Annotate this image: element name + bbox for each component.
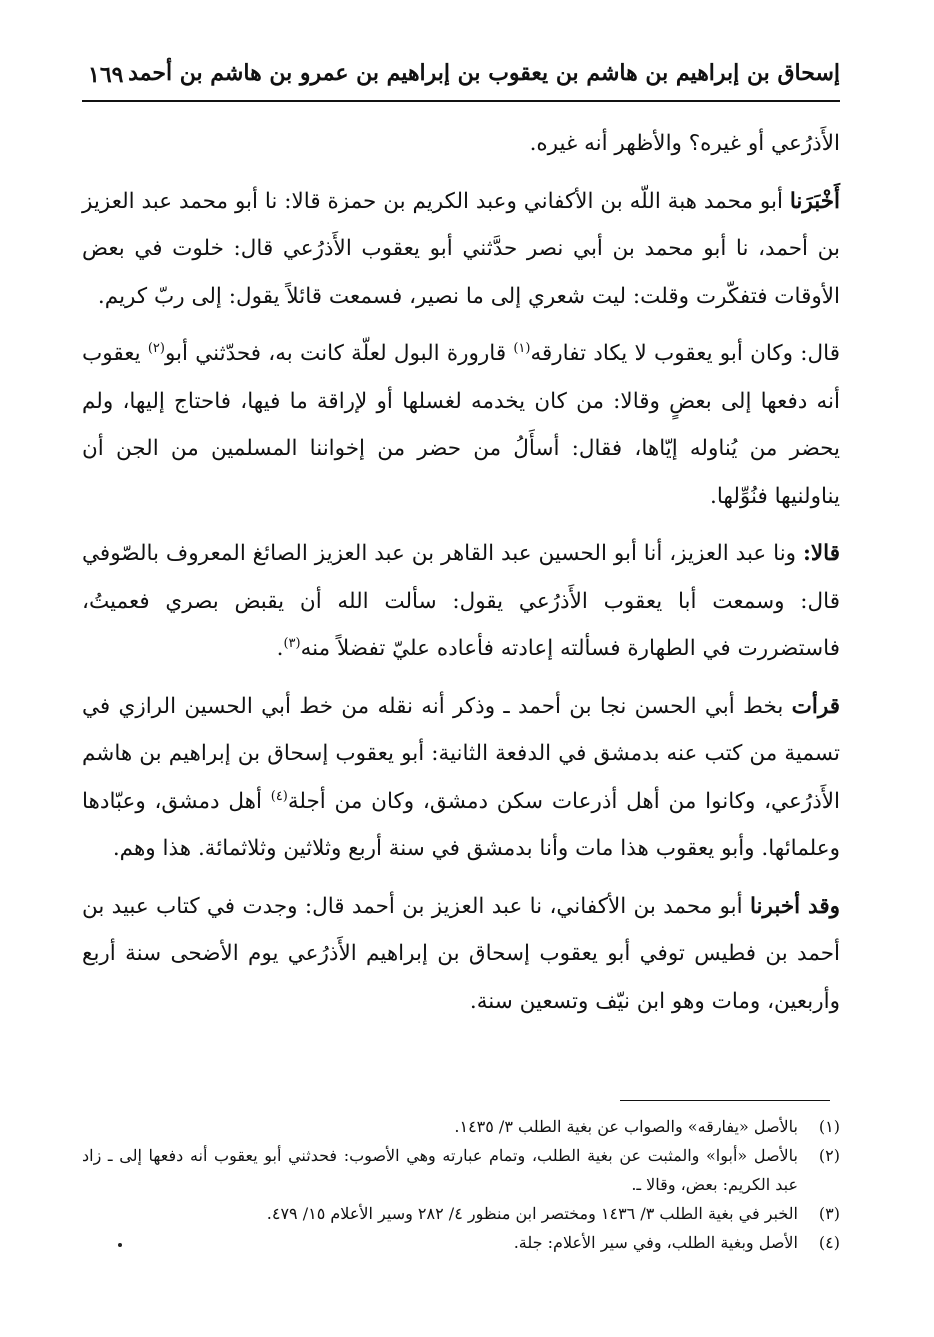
footnotes bbox=[82, 1112, 840, 1257]
footnote-1-number: (١) bbox=[818, 1117, 840, 1136]
paragraph-1-keyword: أَخْبَرَنا bbox=[789, 188, 840, 214]
stray-dot bbox=[118, 1243, 122, 1247]
main-text bbox=[82, 120, 840, 1035]
footnote-1 bbox=[82, 1112, 840, 1141]
paragraph-4-text-a: بخط أبي الحسن نجا بن أحمد ـ وذكر أنه نقله من خط أبي الحسين الرازي في تسمية من كتب عنه بدمشق في الدفعة الثانية: أبو يعقوب إسحاق بن إبراهيم بن هاشم الأَذرُعي، وكانوا من أهل أذرعات سكن دمشق، وكان من أجلة bbox=[82, 693, 840, 814]
footnote-ref-2: (٢) bbox=[147, 340, 165, 356]
paragraph-5-keyword: وقد أخبرنا bbox=[749, 893, 840, 919]
paragraph-5 bbox=[82, 883, 840, 1026]
footnote-4-number: (٤) bbox=[818, 1233, 840, 1252]
footnote-ref-1: (١) bbox=[513, 340, 531, 356]
paragraph-0-text: الأَذرُعي أو غيره؟ والأظهر أنه غيره. bbox=[529, 131, 840, 156]
footnote-2 bbox=[82, 1141, 840, 1199]
footnote-ref-3: (٣) bbox=[283, 635, 301, 651]
paragraph-2-text-c: يعقوب أنه دفعها إلى بعضٍ وقالا: من كان يخدمه لغسلها أو لإراقة ما فيها، فاحتاج إليها، ولم يحضر من يُناوله إيّاها، فقال: أسأَلُ من حضر من إخواننا المسلمين من الجن أن يناولنيها فنُوِّلها. bbox=[82, 341, 840, 509]
footnote-1-text: بالأصل «يفارقه» والصواب عن بغية الطلب ٣/ ١٤٣٥. bbox=[454, 1117, 798, 1136]
paragraph-3 bbox=[82, 530, 840, 673]
paragraph-3-keyword: قالا: bbox=[802, 541, 840, 566]
paragraph-2-text-a: قال: وكان أبو يعقوب لا يكاد تفارقه bbox=[530, 341, 840, 366]
paragraph-1 bbox=[82, 178, 840, 321]
footnote-divider bbox=[620, 1100, 830, 1101]
footnote-3-text: الخبر في بغية الطلب ٣/ ١٤٣٦ ومختصر ابن منظور ٤/ ٢٨٢ وسير الأعلام ١٥/ ٤٧٩. bbox=[266, 1204, 798, 1223]
running-title: إسحاق بن إبراهيم بن هاشم بن يعقوب بن إبراهيم بن عمرو بن هاشم بن أحمد bbox=[128, 60, 840, 86]
paragraph-1-text: أبو محمد هبة اللّه بن الأكفاني وعبد الكريم بن حمزة قالا: نا أبو محمد عبد العزيز بن أحمد، نا أبو محمد بن أبي نصر حدَّثني أبو يعقوب الأَذرُعي قال: خلوت في بعض الأوقات فتفكّرت وقلت: ليت شعري إلى ما نصير، فسمعت قائلاً يقول: إلى ربّ كريم. bbox=[82, 188, 840, 309]
footnote-4 bbox=[82, 1228, 840, 1257]
paragraph-4-keyword: قرأت bbox=[791, 693, 840, 719]
footnote-3 bbox=[82, 1199, 840, 1228]
paragraph-5-text: أبو محمد بن الأكفاني، نا عبد العزيز بن أحمد قال: وجدت في كتاب عبيد بن أحمد بن فطيس توفي أبو يعقوب إسحاق بن إبراهيم الأَذرُعي يوم الأضحى سنة أربع وأربعين، ومات وهو ابن نيّف وتسعين سنة. bbox=[82, 893, 840, 1014]
paragraph-4-text-b: أهل دمشق، وعبّادها وعلمائها. وأبو يعقوب هذا مات وأنا بدمشق في سنة أربع وثلاثين وثلاثمائة. هذا وهم. bbox=[82, 788, 840, 861]
paragraph-4 bbox=[82, 683, 840, 873]
paragraph-3-text-b: . bbox=[276, 636, 284, 661]
footnote-2-number: (٢) bbox=[818, 1146, 840, 1165]
footnote-ref-4: (٤) bbox=[270, 788, 288, 804]
paragraph-2 bbox=[82, 330, 840, 520]
footnote-4-text: الأصل وبغية الطلب، وفي سير الأعلام: جلة. bbox=[513, 1233, 798, 1252]
footnote-3-number: (٣) bbox=[818, 1204, 840, 1223]
paragraph-2-text-b: قارورة البول لعلّة كانت به، فحدّثني أبو bbox=[164, 341, 514, 366]
footnote-2-text: بالأصل «أبوا» والمثبت عن بغية الطلب، وتمام عبارته وهي الأصوب: فحدثني أبو يعقوب أنه دفعها إلى ـ زاد عبد الكريم: بعض، وقالا ـ. bbox=[82, 1146, 798, 1194]
page-number: ١٦٩ bbox=[88, 62, 124, 88]
page-header bbox=[82, 60, 840, 102]
paragraph-3-text-a: ونا عبد العزيز، أنا أبو الحسين عبد القاهر بن عبد العزيز الصائغ المعروف بالصّوفي قال: وسمعت أبا يعقوب الأَذرُعي يقول: سألت الله أن يقبض بصري فعميتُ، فاستضررت في الطهارة فسألته إعادته فأعاده عليّ تفضلاً منه bbox=[82, 541, 840, 661]
paragraph-0 bbox=[82, 120, 840, 168]
